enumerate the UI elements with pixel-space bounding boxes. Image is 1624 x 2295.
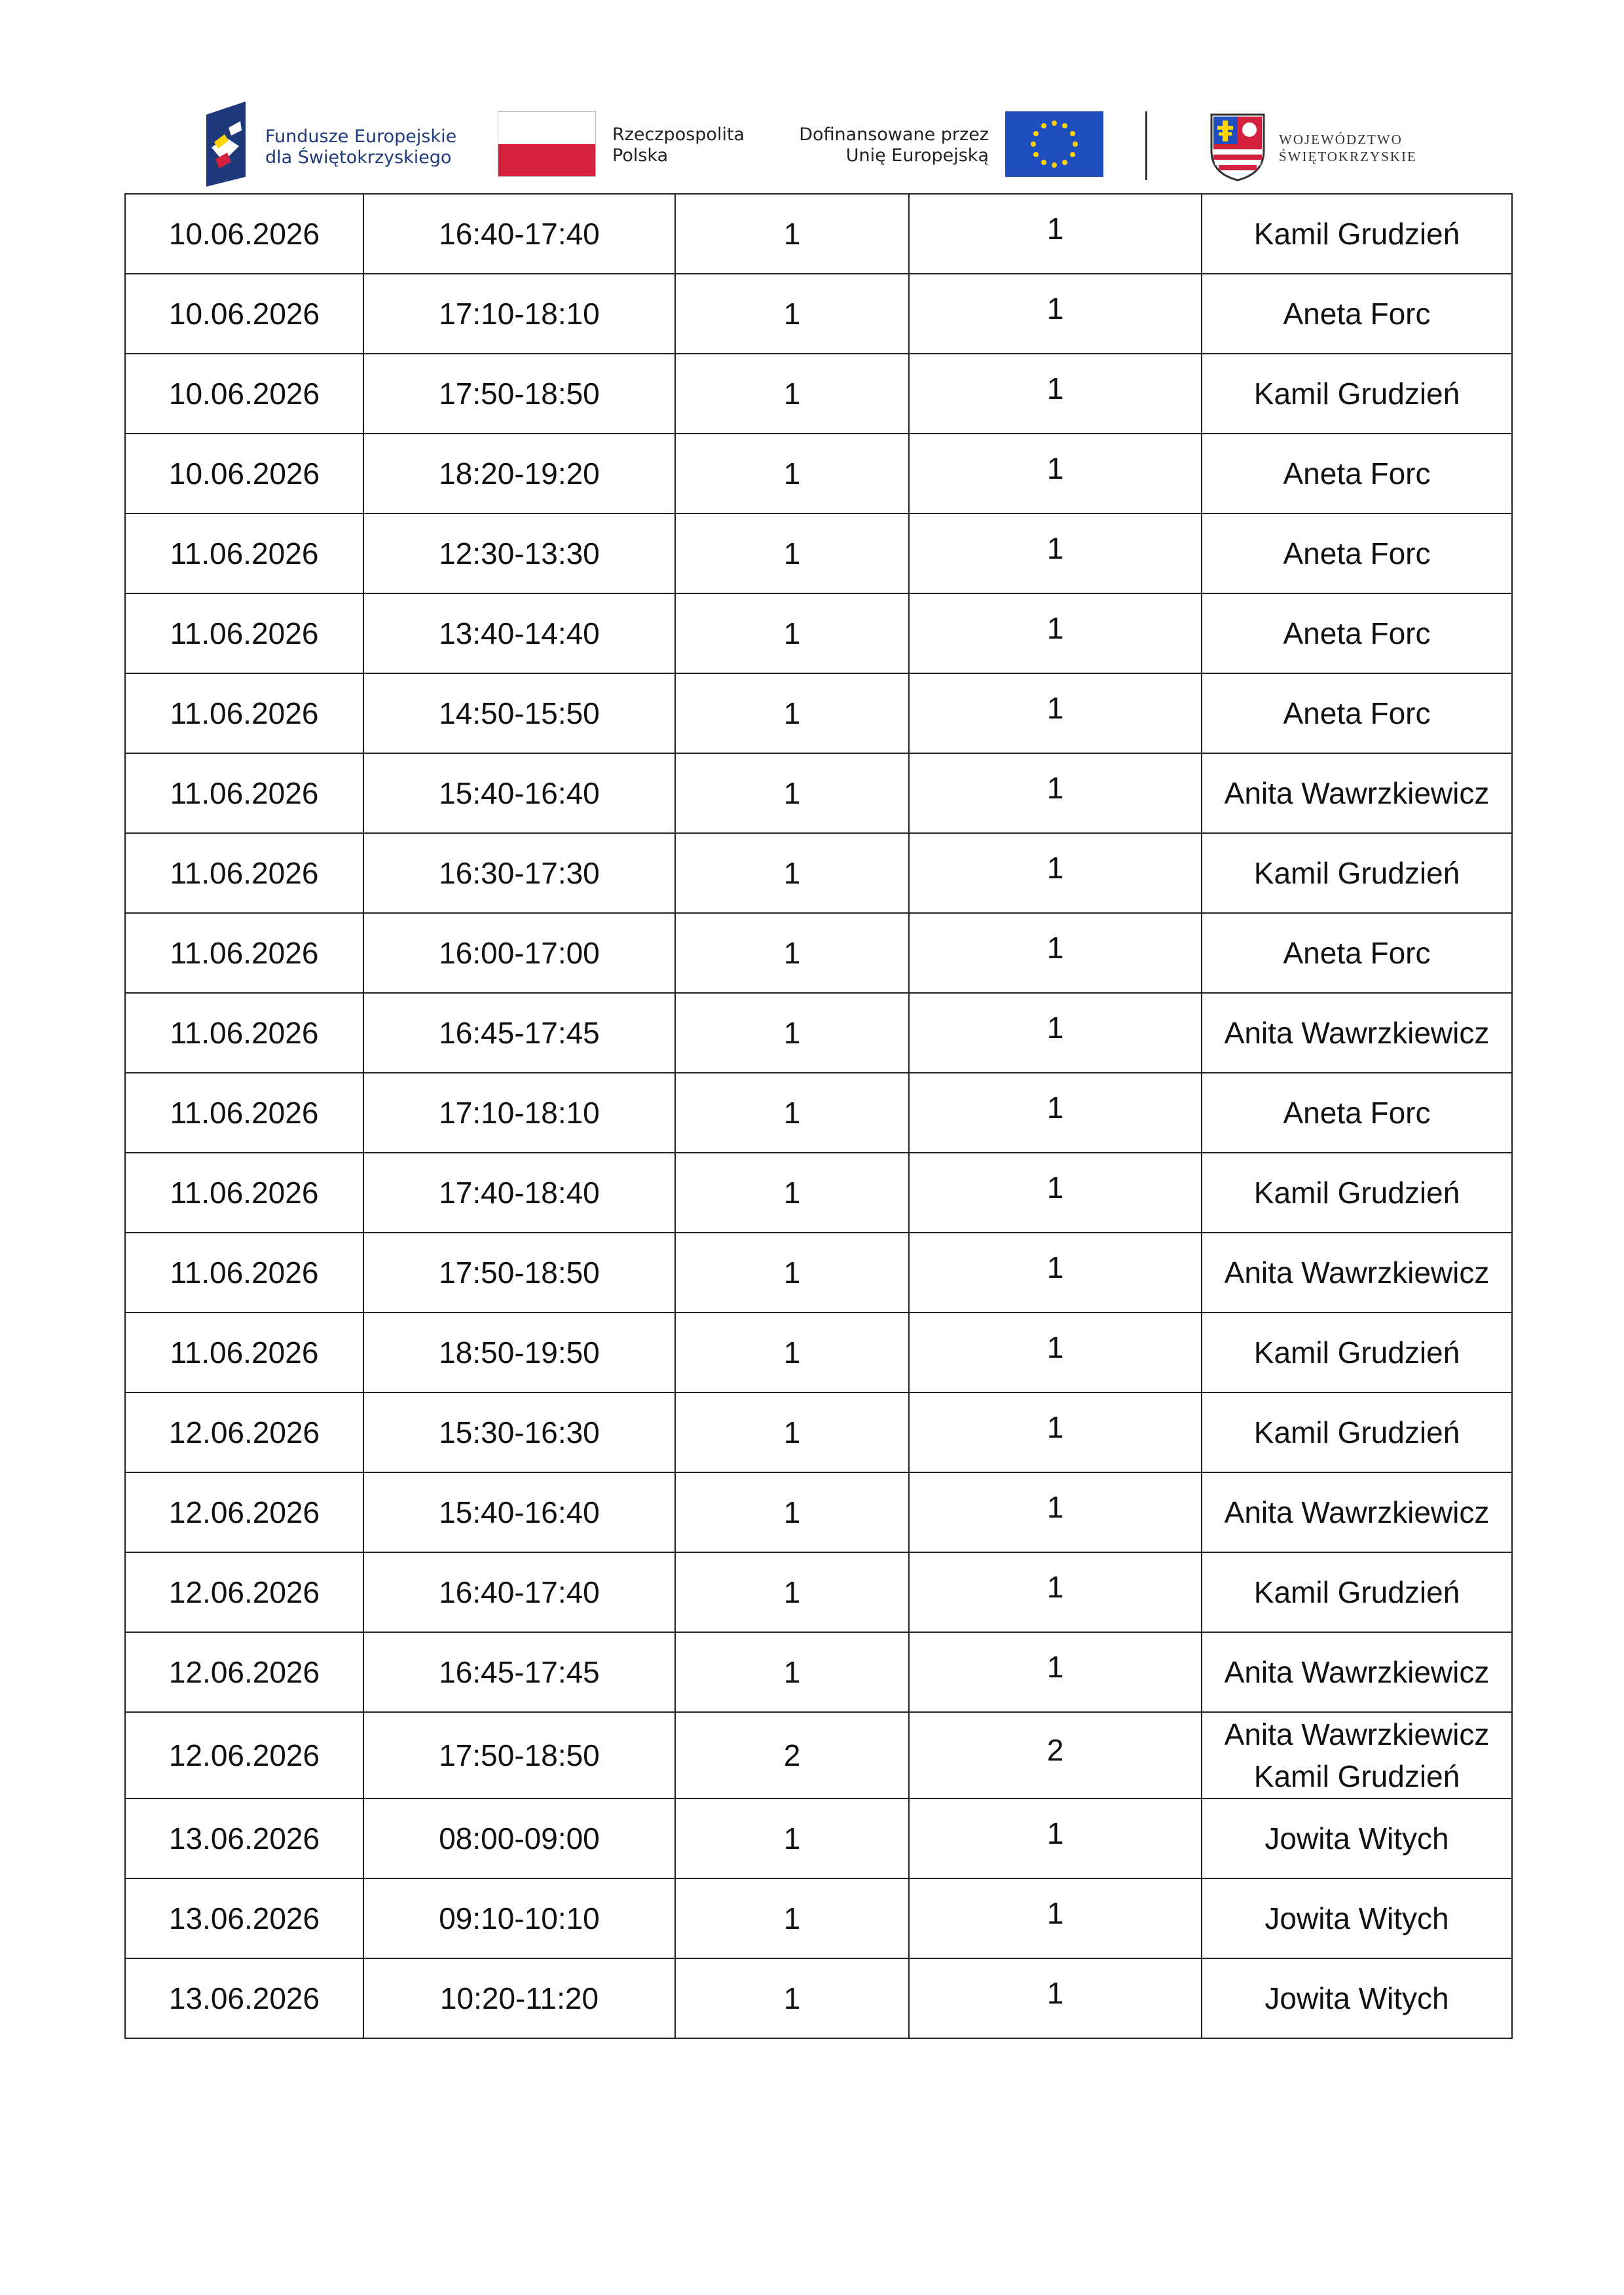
date-cell	[125, 354, 363, 434]
person-name: Kamil Grudzień	[1253, 1415, 1460, 1449]
time-cell	[363, 1632, 675, 1712]
time-cell	[363, 354, 675, 434]
table-row	[125, 274, 1512, 354]
date-cell-text: 10.06.2026	[168, 377, 320, 411]
count-a-cell-text: 1	[783, 377, 801, 411]
time-cell-text: 18:50-19:50	[439, 1335, 600, 1370]
count-a-cell-text: 1	[783, 297, 801, 331]
time-cell	[363, 1878, 675, 1958]
count-a-cell-text: 2	[783, 1738, 801, 1772]
count-b-cell-text: 1	[1046, 1976, 1064, 2010]
name-cell	[1202, 1958, 1512, 2038]
time-cell	[363, 1712, 675, 1799]
date-cell	[125, 593, 363, 673]
date-cell	[125, 1392, 363, 1472]
time-cell-text: 17:40-18:40	[439, 1176, 600, 1210]
time-cell-text: 15:40-16:40	[439, 776, 600, 810]
time-cell	[363, 1153, 675, 1233]
count-b-cell	[909, 673, 1202, 753]
date-cell	[125, 1472, 363, 1552]
person-name: Aneta Forc	[1283, 936, 1431, 970]
date-cell-text: 10.06.2026	[168, 457, 320, 491]
count-a-cell	[675, 434, 909, 513]
count-b-cell	[909, 593, 1202, 673]
date-cell-text: 11.06.2026	[170, 1256, 319, 1290]
name-cell	[1202, 1073, 1512, 1153]
person-name: Kamil Grudzień	[1253, 217, 1460, 251]
time-cell	[363, 513, 675, 593]
date-cell-text: 13.06.2026	[168, 1901, 320, 1935]
count-b-cell-text: 1	[1046, 1330, 1064, 1364]
count-a-cell	[675, 673, 909, 753]
date-cell	[125, 1552, 363, 1632]
time-cell	[363, 194, 675, 274]
date-cell	[125, 1073, 363, 1153]
date-cell-text: 11.06.2026	[170, 776, 319, 810]
table-row	[125, 833, 1512, 913]
time-cell	[363, 593, 675, 673]
time-cell	[363, 673, 675, 753]
count-a-cell	[675, 1958, 909, 2038]
person-name: Jowita Witych	[1264, 1901, 1449, 1935]
person-name: Kamil Grudzień	[1253, 856, 1460, 890]
count-b-cell-text: 1	[1046, 1011, 1064, 1045]
name-cell	[1202, 194, 1512, 274]
count-a-cell-text: 1	[783, 1176, 801, 1210]
count-b-cell-text: 1	[1046, 931, 1064, 965]
logo-fe-line2: dla Świętokrzyskiego	[265, 147, 452, 168]
name-cell	[1202, 913, 1512, 993]
count-a-cell-text: 1	[783, 1096, 801, 1130]
name-cell	[1202, 673, 1512, 753]
count-a-cell-text: 1	[783, 1016, 801, 1050]
person-name: Aneta Forc	[1283, 457, 1431, 491]
time-cell	[363, 1958, 675, 2038]
count-a-cell-text: 1	[783, 1821, 801, 1856]
count-a-cell-text: 1	[783, 1256, 801, 1290]
name-cell	[1202, 1712, 1512, 1799]
date-cell-text: 12.06.2026	[168, 1415, 320, 1449]
count-a-cell-text: 1	[783, 536, 801, 570]
date-cell	[125, 1153, 363, 1233]
count-b-cell	[909, 1472, 1202, 1552]
date-cell-text: 10.06.2026	[168, 297, 320, 331]
table-row	[125, 1958, 1512, 2038]
count-a-cell	[675, 1632, 909, 1712]
count-a-cell	[675, 1313, 909, 1392]
count-a-cell	[675, 274, 909, 354]
count-a-cell	[675, 194, 909, 274]
table-row	[125, 1632, 1512, 1712]
count-a-cell	[675, 1392, 909, 1472]
time-cell-text: 17:50-18:50	[439, 377, 600, 411]
count-b-cell-text: 1	[1046, 531, 1064, 565]
date-cell-text: 12.06.2026	[168, 1495, 320, 1529]
time-cell	[363, 833, 675, 913]
count-b-cell-text: 1	[1046, 771, 1064, 805]
count-a-cell	[675, 1878, 909, 1958]
person-name: Anita Wawrzkiewicz	[1224, 776, 1490, 810]
count-b-cell-text: 1	[1046, 1250, 1064, 1284]
count-a-cell-text: 1	[783, 1655, 801, 1689]
count-b-cell	[909, 354, 1202, 434]
count-b-cell-text: 1	[1046, 1816, 1064, 1850]
time-cell	[363, 913, 675, 993]
fundusze-europejskie-logo-icon	[200, 102, 252, 187]
count-b-cell	[909, 1958, 1202, 2038]
time-cell	[363, 993, 675, 1073]
count-b-cell	[909, 1878, 1202, 1958]
count-b-cell-text: 1	[1046, 1091, 1064, 1125]
count-b-cell-text: 1	[1046, 451, 1064, 485]
time-cell	[363, 1313, 675, 1392]
count-a-cell	[675, 1233, 909, 1313]
count-b-cell	[909, 1233, 1202, 1313]
date-cell	[125, 1632, 363, 1712]
date-cell	[125, 913, 363, 993]
table-row	[125, 913, 1512, 993]
count-a-cell-text: 1	[783, 616, 801, 650]
count-b-cell-text: 1	[1046, 291, 1064, 326]
time-cell-text: 16:40-17:40	[439, 1575, 600, 1609]
date-cell-text: 11.06.2026	[170, 1016, 319, 1050]
time-cell	[363, 274, 675, 354]
count-a-cell	[675, 833, 909, 913]
logo-wojewodztwo-swietokrzyskie	[1208, 111, 1431, 183]
name-cell	[1202, 1392, 1512, 1472]
time-cell-text: 12:30-13:30	[439, 536, 600, 570]
date-cell-text: 10.06.2026	[168, 217, 320, 251]
count-a-cell	[675, 1799, 909, 1878]
count-a-cell	[675, 593, 909, 673]
person-name: Jowita Witych	[1264, 1821, 1449, 1856]
date-cell-text: 11.06.2026	[170, 616, 319, 650]
count-b-cell	[909, 194, 1202, 274]
date-cell	[125, 1958, 363, 2038]
count-a-cell-text: 1	[783, 457, 801, 491]
count-b-cell-text: 1	[1046, 1896, 1064, 1930]
count-a-cell	[675, 354, 909, 434]
count-a-cell	[675, 1552, 909, 1632]
name-cell	[1202, 274, 1512, 354]
count-b-cell-text: 1	[1046, 691, 1064, 725]
time-cell	[363, 1392, 675, 1472]
count-b-cell	[909, 753, 1202, 833]
date-cell	[125, 753, 363, 833]
table-row	[125, 434, 1512, 513]
person-name: Anita Wawrzkiewicz	[1224, 1655, 1490, 1689]
time-cell	[363, 1552, 675, 1632]
time-cell-text: 16:00-17:00	[439, 936, 600, 970]
time-cell-text: 17:10-18:10	[439, 297, 600, 331]
person-name: Kamil Grudzień	[1253, 377, 1460, 411]
date-cell-text: 11.06.2026	[170, 936, 319, 970]
name-cell	[1202, 833, 1512, 913]
count-b-cell	[909, 1153, 1202, 1233]
count-b-cell	[909, 1712, 1202, 1799]
time-cell	[363, 1472, 675, 1552]
person-name: Aneta Forc	[1283, 536, 1431, 570]
date-cell-text: 13.06.2026	[168, 1821, 320, 1856]
date-cell-text: 11.06.2026	[170, 536, 319, 570]
time-cell-text: 08:00-09:00	[439, 1821, 600, 1856]
table-row	[125, 1878, 1512, 1958]
count-b-cell	[909, 1552, 1202, 1632]
count-b-cell	[909, 1073, 1202, 1153]
time-cell-text: 17:10-18:10	[439, 1096, 600, 1130]
count-a-cell	[675, 1472, 909, 1552]
schedule-table	[124, 193, 1513, 2039]
table-row	[125, 993, 1512, 1073]
date-cell	[125, 194, 363, 274]
name-cell	[1202, 1233, 1512, 1313]
time-cell-text: 18:20-19:20	[439, 457, 600, 491]
schedule-table-body	[125, 194, 1512, 2038]
date-cell	[125, 1712, 363, 1799]
table-row	[125, 194, 1512, 274]
date-cell	[125, 673, 363, 753]
count-b-cell	[909, 1632, 1202, 1712]
swietokrzyskie-coat-of-arms-icon	[1208, 111, 1267, 182]
person-name: Anita Wawrzkiewicz	[1224, 1256, 1490, 1290]
table-row	[125, 753, 1512, 833]
date-cell-text: 11.06.2026	[170, 1335, 319, 1370]
time-cell	[363, 753, 675, 833]
table-row	[125, 1233, 1512, 1313]
count-b-cell-text: 2	[1046, 1733, 1064, 1767]
time-cell-text: 16:45-17:45	[439, 1016, 600, 1050]
name-cell	[1202, 1632, 1512, 1712]
name-cell	[1202, 593, 1512, 673]
date-cell	[125, 993, 363, 1073]
logo-fe-line1: Fundusze Europejskie	[265, 126, 457, 147]
time-cell-text: 15:40-16:40	[439, 1495, 600, 1529]
name-cell	[1202, 1799, 1512, 1878]
table-row	[125, 1313, 1512, 1392]
table-row	[125, 1073, 1512, 1153]
date-cell-text: 11.06.2026	[170, 856, 319, 890]
date-cell	[125, 1233, 363, 1313]
date-cell-text: 12.06.2026	[168, 1655, 320, 1689]
name-cell	[1202, 1552, 1512, 1632]
date-cell	[125, 434, 363, 513]
count-a-cell-text: 1	[783, 217, 801, 251]
logo-unia-europejska	[783, 111, 1103, 183]
count-a-cell-text: 1	[783, 1575, 801, 1609]
person-name: Aneta Forc	[1283, 1096, 1431, 1130]
count-b-cell	[909, 833, 1202, 913]
count-b-cell	[909, 274, 1202, 354]
count-b-cell-text: 1	[1046, 1170, 1064, 1204]
count-b-cell	[909, 1313, 1202, 1392]
count-a-cell-text: 1	[783, 696, 801, 730]
count-b-cell	[909, 513, 1202, 593]
table-row	[125, 1472, 1512, 1552]
person-name: Anita Wawrzkiewicz	[1224, 1016, 1490, 1050]
count-b-cell	[909, 434, 1202, 513]
logo-ws-line2: ŚWIĘTOKRZYSKIE	[1279, 149, 1417, 164]
table-row	[125, 1552, 1512, 1632]
logo-rp-line1: Rzeczpospolita	[612, 124, 745, 145]
count-b-cell-text: 1	[1046, 1490, 1064, 1524]
count-a-cell-text: 1	[783, 936, 801, 970]
date-cell-text: 11.06.2026	[170, 1096, 319, 1130]
count-a-cell-text: 1	[783, 1981, 801, 2015]
table-row	[125, 1799, 1512, 1878]
person-name: Kamil Grudzień	[1253, 1759, 1460, 1793]
count-b-cell-text: 1	[1046, 611, 1064, 645]
count-b-cell-text: 1	[1046, 212, 1064, 246]
time-cell-text: 14:50-15:50	[439, 696, 600, 730]
logo-rp-line2: Polska	[612, 145, 669, 166]
table-row	[125, 673, 1512, 753]
count-a-cell-text: 1	[783, 1901, 801, 1935]
table-row	[125, 1153, 1512, 1233]
table-row	[125, 513, 1512, 593]
date-cell	[125, 513, 363, 593]
count-a-cell-text: 1	[783, 1335, 801, 1370]
count-a-cell	[675, 1073, 909, 1153]
date-cell	[125, 1878, 363, 1958]
date-cell	[125, 1799, 363, 1878]
name-cell	[1202, 993, 1512, 1073]
count-a-cell-text: 1	[783, 1415, 801, 1449]
table-row	[125, 1712, 1512, 1799]
name-cell	[1202, 753, 1512, 833]
count-a-cell-text: 1	[783, 776, 801, 810]
time-cell	[363, 434, 675, 513]
name-cell	[1202, 354, 1512, 434]
person-name: Anita Wawrzkiewicz	[1224, 1495, 1490, 1529]
count-b-cell-text: 1	[1046, 1650, 1064, 1684]
time-cell	[363, 1799, 675, 1878]
count-b-cell	[909, 1392, 1202, 1472]
polish-flag-icon	[498, 111, 596, 177]
time-cell	[363, 1073, 675, 1153]
name-cell	[1202, 1878, 1512, 1958]
date-cell-text: 11.06.2026	[170, 1176, 319, 1210]
table-row	[125, 593, 1512, 673]
time-cell-text: 16:40-17:40	[439, 217, 600, 251]
date-cell-text: 11.06.2026	[170, 696, 319, 730]
count-b-cell-text: 1	[1046, 851, 1064, 885]
count-a-cell-text: 1	[783, 856, 801, 890]
name-cell	[1202, 1153, 1512, 1233]
count-b-cell	[909, 1799, 1202, 1878]
time-cell-text: 16:45-17:45	[439, 1655, 600, 1689]
name-cell	[1202, 1472, 1512, 1552]
table-row	[125, 354, 1512, 434]
name-cell	[1202, 1313, 1512, 1392]
logo-fundusze-europejskie	[200, 102, 462, 187]
date-cell-text: 12.06.2026	[168, 1575, 320, 1609]
count-b-cell	[909, 993, 1202, 1073]
count-a-cell	[675, 513, 909, 593]
date-cell-text: 13.06.2026	[168, 1981, 320, 2015]
time-cell	[363, 1233, 675, 1313]
table-row	[125, 1392, 1512, 1472]
date-cell-text: 12.06.2026	[168, 1738, 320, 1772]
logo-ws-line1: WOJEWÓDZTWO	[1279, 132, 1403, 147]
logo-bar	[200, 98, 1431, 190]
time-cell-text: 10:20-11:20	[439, 1981, 599, 2015]
count-a-cell-text: 1	[783, 1495, 801, 1529]
name-cell	[1202, 434, 1512, 513]
logo-rzeczpospolita-polska	[498, 111, 760, 183]
time-cell-text: 16:30-17:30	[439, 856, 600, 890]
person-name: Aneta Forc	[1283, 616, 1431, 650]
time-cell-text: 09:10-10:10	[439, 1901, 600, 1935]
count-b-cell-text: 1	[1046, 1410, 1064, 1444]
person-name: Kamil Grudzień	[1253, 1176, 1460, 1210]
count-a-cell	[675, 1712, 909, 1799]
count-a-cell	[675, 1153, 909, 1233]
date-cell	[125, 1313, 363, 1392]
person-name: Aneta Forc	[1283, 696, 1431, 730]
time-cell-text: 15:30-16:30	[439, 1415, 600, 1449]
time-cell-text: 13:40-14:40	[439, 616, 600, 650]
person-name: Kamil Grudzień	[1253, 1335, 1460, 1370]
count-b-cell-text: 1	[1046, 371, 1064, 405]
logo-eu-line2: Unię Europejską	[845, 145, 989, 166]
person-name: Aneta Forc	[1283, 297, 1431, 331]
person-name: Kamil Grudzień	[1253, 1575, 1460, 1609]
date-cell	[125, 274, 363, 354]
person-name: Anita Wawrzkiewicz	[1224, 1717, 1490, 1751]
person-name: Jowita Witych	[1264, 1981, 1449, 2015]
time-cell-text: 17:50-18:50	[439, 1256, 600, 1290]
date-cell	[125, 833, 363, 913]
count-a-cell	[675, 913, 909, 993]
count-b-cell	[909, 913, 1202, 993]
count-b-cell-text: 1	[1046, 1570, 1064, 1604]
count-a-cell	[675, 993, 909, 1073]
logo-eu-line1: Dofinansowane przez	[799, 124, 989, 145]
count-a-cell	[675, 753, 909, 833]
eu-flag-icon	[1005, 111, 1103, 177]
time-cell-text: 17:50-18:50	[439, 1738, 600, 1772]
logo-divider	[1145, 111, 1147, 180]
name-cell	[1202, 513, 1512, 593]
